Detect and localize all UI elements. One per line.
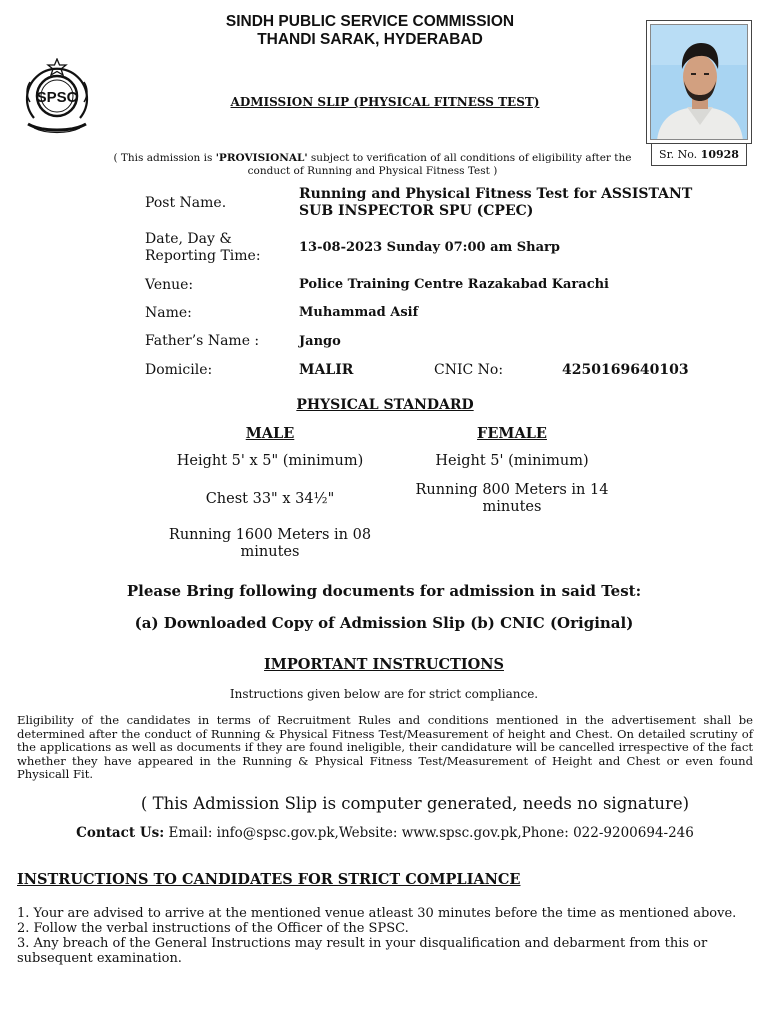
contact-line <box>40 825 730 841</box>
contact-label: Contact Us: <box>76 825 165 841</box>
commission-name: SINDH PUBLIC SERVICE COMMISSION <box>225 13 515 30</box>
important-instructions-subtitle: Instructions given below are for strict compliance. <box>229 687 539 701</box>
father-name-label: Father’s Name : <box>145 333 260 349</box>
venue-value: Police Training Centre Razakabad Karachi <box>299 277 609 292</box>
instruction-item: 1. Your are advised to arrive at the mentioned venue atleast 30 minutes before the time as mentioned above. <box>17 906 737 921</box>
domicile-value: MALIR <box>299 362 354 378</box>
computer-generated-note: ( This Admission Slip is computer generated, needs no signature) <box>140 794 690 813</box>
male-height: Height 5' x 5" (minimum) <box>176 453 364 469</box>
date-value: 13-08-2023 Sunday 07:00 am Sharp <box>299 240 560 255</box>
female-height: Height 5' (minimum) <box>435 453 589 469</box>
male-heading: MALE <box>245 425 295 442</box>
candidate-instructions-title: INSTRUCTIONS TO CANDIDATES FOR STRICT COMPLIANCE <box>17 871 521 888</box>
spsc-logo <box>16 58 98 136</box>
instruction-item: 2. Follow the verbal instructions of the Officer of the SPSC. <box>17 921 409 936</box>
instruction-item: 3. Any breach of the General Instructions may result in your disqualification and debarment from this or subsequent examination. <box>17 936 708 966</box>
logo-text: SPSC <box>36 89 78 106</box>
male-running: Running 1600 Meters in 08 minutes <box>168 527 372 560</box>
important-instructions-title: IMPORTANT INSTRUCTIONS <box>264 656 504 673</box>
venue-label: Venue: <box>145 277 194 293</box>
serial-label: Sr. No. <box>659 148 698 161</box>
eligibility-paragraph: Eligibility of the candidates in terms of Recruitment Rules and conditions mentioned in the advertisement shall be determined after the conduct of Running & Physical Fitness Test/Measurement of height and Chest. On detailed scrutiny of the applications as well as documents if they are found ineligible, their candidature will be cancelled irrespective of the fact whether they have appeared in the Running & Physical Fitness Test/Measurement of Height and Chest or even found Physicall Fit. <box>17 713 753 781</box>
serial-number-box <box>651 143 747 166</box>
slip-title: ADMISSION SLIP (PHYSICAL FITNESS TEST) <box>230 95 540 109</box>
cnic-value: 4250169640103 <box>562 362 689 378</box>
name-value: Muhammad Asif <box>299 305 419 320</box>
commission-address: THANDI SARAK, HYDERABAD <box>257 31 483 48</box>
cnic-label: CNIC No: <box>434 362 504 378</box>
candidate-instructions-list <box>17 906 737 966</box>
physical-standard-title: PHYSICAL STANDARD <box>296 397 474 413</box>
domicile-label: Domicile: <box>145 362 213 378</box>
provisional-before: ( This admission is <box>113 152 216 164</box>
post-name-value: Running and Physical Fitness Test for ASSISTANT SUB INSPECTOR SPU (CPEC) <box>299 186 693 219</box>
female-heading: FEMALE <box>477 425 547 442</box>
provisional-note <box>100 152 645 177</box>
commission-header <box>160 13 580 49</box>
documents-list: (a) Downloaded Copy of Admission Slip (b) CNIC (Original) <box>134 614 634 632</box>
name-label: Name: <box>145 305 192 321</box>
documents-heading: Please Bring following documents for admission in said Test: <box>126 582 642 600</box>
post-name-label: Post Name. <box>145 195 227 211</box>
provisional-after: subject to verification of all conditions of eligibility after the conduct of Running and Physical Fitness Test ) <box>247 152 632 177</box>
serial-value: 10928 <box>700 148 739 161</box>
male-chest: Chest 33" x 34½" <box>205 491 335 507</box>
provisional-keyword: 'PROVISIONAL' <box>215 152 308 164</box>
candidate-photo <box>650 24 748 140</box>
female-running: Running 800 Meters in 14 minutes <box>415 482 609 515</box>
contact-details: Email: info@spsc.gov.pk,Website: www.spsc.gov.pk,Phone: 022-9200694-246 <box>164 825 694 841</box>
candidate-photo-frame <box>646 20 752 144</box>
father-name-value: Jango <box>299 334 341 349</box>
date-label: Date, Day & Reporting Time: <box>145 231 261 264</box>
